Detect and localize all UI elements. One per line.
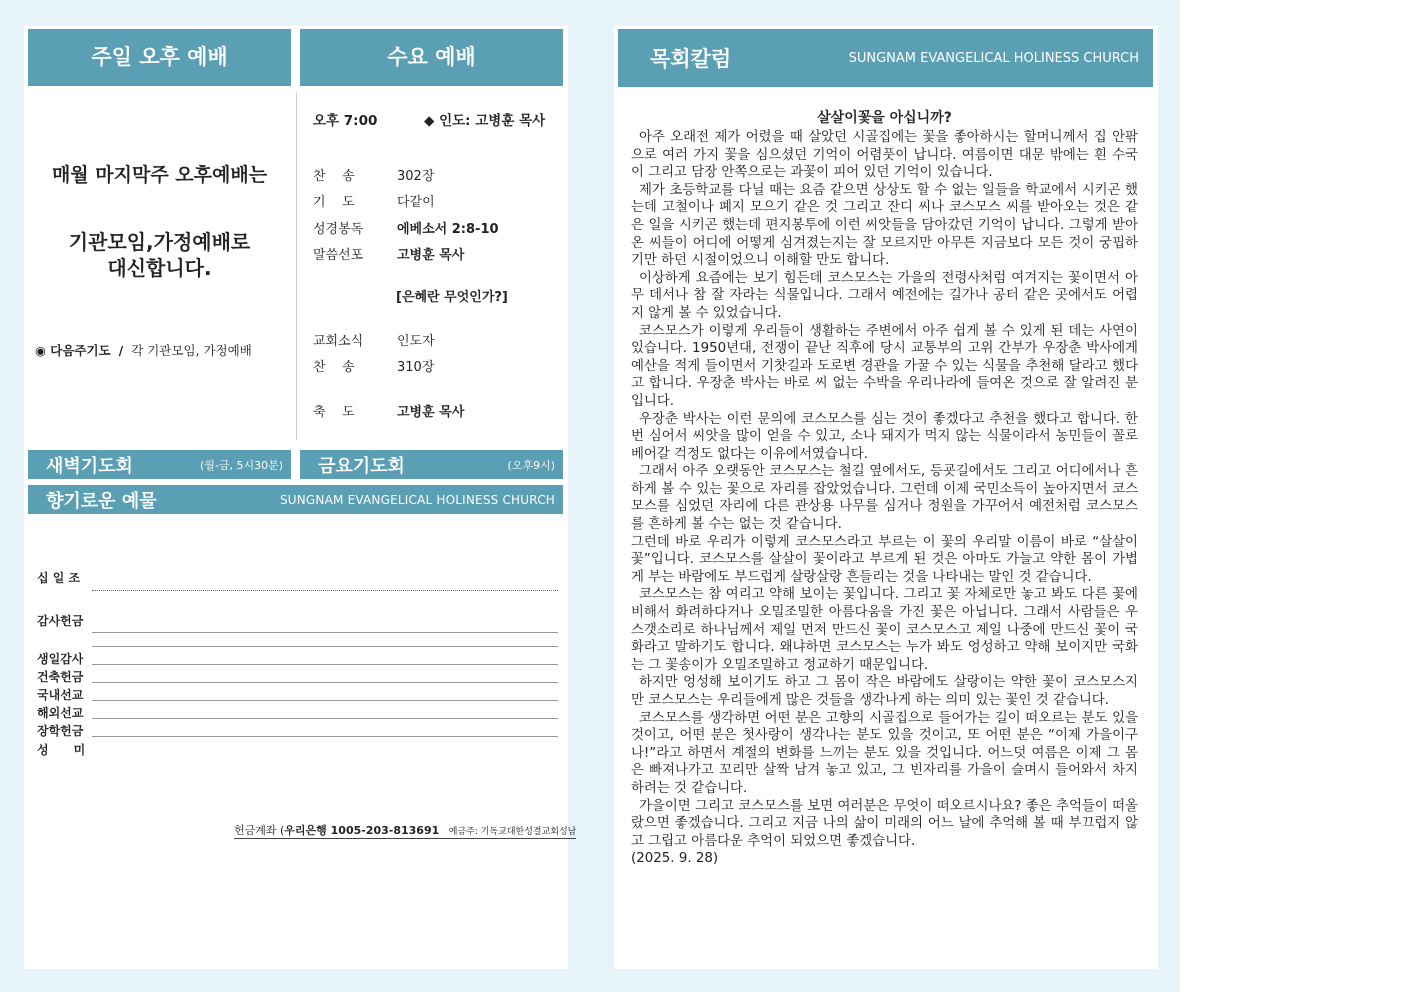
offering-label-building: 건축헌금: [37, 670, 84, 684]
sermon-title: [은혜란 무엇인가?]: [396, 290, 508, 305]
account-number: 우리은행 1005-203-813691: [284, 824, 440, 837]
order-row-prayer: [313, 191, 435, 210]
offering-title: 향기로운 예물: [46, 490, 157, 512]
offering-label-overseas: 해외선교: [37, 706, 84, 720]
account-prefix: 헌금계좌 (: [234, 824, 285, 837]
monthly-notice-line3: 대신합니다.: [107, 256, 212, 280]
dawn-prayer-title: 새벽기도회: [46, 455, 133, 477]
next-prayer-separator: /: [118, 343, 124, 358]
offering-label-tithe: 십 일 조: [37, 571, 81, 585]
column-paragraph: 코스모스를 생각하면 어떤 분은 고향의 시골집으로 들어가는 길이 떠오르는 분도 있을 것이고, 어떤 분은 첫사랑이 생각나는 분도 있을 것이고, 또 어떤 분은 “이제 가을이구나!”라고 하면서 계절의 변화를 느끼는 분도 있을 것입니다. 어느덧 여름은 이제 그 몸은 빠져나가고 꼬리만 살짝 남겨 놓고 있고, 그 빈자리를 가을이 슬며시 들어와서 차지하려는 것 같습니다.: [631, 710, 1138, 796]
offering-line-birthday: [92, 664, 558, 665]
order-value: 302장: [397, 169, 435, 184]
monthly-notice-line2: 기관모임,가정예배로: [68, 230, 251, 254]
order-row-scripture: [313, 218, 499, 237]
offering-line-building: [92, 682, 558, 683]
order-value: 인도자: [397, 334, 435, 349]
offering-line-thanks2: [92, 646, 558, 647]
next-prayer-label: ◉ 다음주기도: [35, 343, 111, 358]
offering-church-name: SUNGNAM EVANGELICAL HOLINESS CHURCH: [279, 492, 555, 507]
pastoral-column-church-name: SUNGNAM EVANGELICAL HOLINESS CHURCH: [848, 50, 1139, 66]
pastoral-column-title: 목회칼럼: [650, 47, 732, 71]
column-paragraph: 제가 초등학교를 다닐 때는 요즘 같으면 상상도 할 수 없는 일들을 학교에서 시키곤 했는데 고철이나 폐지 모으기 같은 것 그리고 잔디 씨나 코스모스 씨를 받아오는 것은 같은 일을 시키곤 했는데 편지봉투에 이런 씨앗들을 담아갔던 기억이 납니다. 그렇게 받아 온 씨들이 어디에 어떻게 심겨졌는지는 잘 모르지만 아무튼 지금보다 모든 것이 궁핍하기만 하던 시절이었으니 이해할 만도 합니다.: [631, 182, 1138, 269]
order-row-blessing: [313, 401, 464, 420]
next-prayer-value: 각 기관모임, 가정예배: [131, 343, 252, 358]
order-label: 말씀선포: [313, 248, 364, 263]
column-paragraph: 그런데 바로 우리가 이렇게 코스모스라고 부르는 이 꽃의 우리말 이름이 바로 “살살이꽃”입니다. 코스모스를 살살이 꽃이라고 부르게 된 것은 아마도 가늘고 약한 몸이 가볍게 부는 바람에도 부드럽게 살랑살랑 흔들리는 것을 나타내는 말인 것 같습니다.: [631, 534, 1138, 585]
offering-label-domestic: 국내선교: [37, 688, 84, 702]
monthly-notice-line1: 매월 마지막주 오후예배는: [51, 164, 268, 186]
column-body: [631, 129, 1138, 868]
column-paragraph: 가을이면 그리고 코스모스를 보면 여러분은 무엇이 떠오르시나요? 좋은 추억들이 떠올랐으면 좋겠습니다. 그리고 지금 나의 삶이 미래의 어느 날에 추억해 볼 때 부끄럽지 않고 그립고 아름다운 추억이 되었으면 좋겠습니다.: [631, 798, 1138, 849]
column-date: (2025. 9. 28): [631, 851, 719, 867]
column-paragraph: 이상하게 요즘에는 보기 힘든데 코스모스는 가을의 전령사처럼 여겨지는 꽃이면서 아무 데서나 참 잘 자라는 식물입니다. 그래서 예전에는 길가나 공터 같은 곳에서도 어렵지 않게 볼 수 있었습니다.: [631, 270, 1138, 321]
account-holder: 예금주: 기독교대한성결교회성남: [448, 827, 577, 837]
offering-account: [234, 822, 576, 839]
column-heading: 살살이꽃을 아십니까?: [817, 110, 952, 126]
dawn-prayer-schedule: (월-금, 5시30분): [199, 458, 283, 472]
sunday-afternoon-title: 주일 오후 예배: [28, 29, 291, 86]
order-value: 고병훈 목사: [397, 248, 465, 263]
friday-prayer-schedule: (오후9시): [507, 458, 555, 472]
pastoral-column-band: [618, 29, 1153, 87]
order-value: 에베소서 2:8-10: [397, 222, 499, 237]
order-value: 다같이: [397, 195, 435, 210]
order-row-hymn: [313, 165, 434, 184]
offering-label-scholarship: 장학헌금: [37, 724, 84, 738]
column-paragraph: 아주 오래전 제가 어렸을 때 살았던 시골집에는 꽃을 좋아하시는 할머니께서 집 안팎으로 여러 가지 꽃을 심으셨던 기억이 어렴풋이 납니다. 여름이면 대문 밖에는 흰 수국이 그리고 담장 안쪽으로는 과꽃이 피어 있던 기억이 있습니다.: [631, 130, 1138, 181]
offering-line-thanks: [92, 632, 558, 633]
offering-label-name: 성 미: [37, 743, 86, 757]
column-paragraph: 코스모스가 이렇게 우리들이 생활하는 주변에서 아주 쉽게 볼 수 있게 된 데는 사연이 있습니다. 1950년대, 전쟁이 끝난 직후에 당시 교통부의 고위 간부가 우장춘 박사에게 예산을 적게 들이면서 기찻길과 도로변 경관을 가꿀 수 있는 식물을 추천해 달라고 했다고 합니다. 우장춘 박사는 바로 씨 없는 수박을 우리나라에 들여온 것으로 잘 알려진 분입니다.: [631, 323, 1138, 409]
order-label: 성경봉독: [313, 222, 364, 237]
wednesday-leader: ◆ 인도: 고병훈 목사: [424, 113, 546, 129]
next-week-prayer: [35, 341, 252, 359]
column-paragraph: 우장춘 박사는 이런 문의에 코스모스를 심는 것이 좋겠다고 추천을 했다고 합니다. 한 번 심어서 씨앗을 많이 얻을 수 있고, 소나 돼지가 먹지 않는 식물이라서 농민들이 꼴로 베어갈 걱정도 없다는 이유에서였습니다.: [631, 411, 1138, 462]
order-label: 기 도: [313, 195, 355, 210]
column-paragraph: 하지만 엉성해 보이기도 하고 그 몸이 작은 바람에도 살랑이는 약한 꽃이 코스모스지만 코스모스는 우리들에게 많은 것들을 생각나게 하는 의미 있는 꽃인 것 같습니다.: [631, 675, 1138, 708]
friday-prayer-band: [300, 450, 563, 479]
order-row-hymn2: [313, 356, 434, 375]
column-divider: [296, 92, 297, 440]
friday-prayer-title: 금요기도회: [318, 455, 405, 477]
dawn-prayer-band: [28, 450, 291, 479]
order-label: 찬 송: [313, 169, 355, 184]
offering-label-thanks: 감사헌금: [37, 614, 84, 628]
offering-label-birthday: 생일감사: [37, 652, 84, 666]
offering-line-domestic: [92, 700, 558, 701]
order-label: 교회소식: [313, 334, 364, 349]
order-label: 찬 송: [313, 360, 355, 375]
order-label: 축 도: [313, 405, 355, 420]
offering-line-overseas: [92, 718, 558, 719]
order-value: 고병훈 목사: [397, 405, 465, 420]
wednesday-service-title: 수요 예배: [300, 29, 563, 86]
offering-line-tithe: [92, 590, 558, 591]
column-paragraph: 코스모스는 참 여리고 약해 보이는 꽃입니다. 그리고 꽃 자체로만 놓고 봐도 다른 꽃에 비해서 화려하다거나 오밀조밀한 아름다움을 가진 꽃은 아닙니다. 그래서 사람들은 우스갯소리로 하나님께서 제일 먼저 만드신 꽃이 코스모스고 제일 나중에 만드신 꽃이 국화라고 말하기도 합니다. 왜냐하면 코스모스는 누가 봐도 엉성하고 약해 보이지만 국화는 그 꽃송이가 오밀조밀하고 정교하기 때문입니다.: [631, 587, 1138, 673]
offering-band: [28, 485, 563, 514]
wednesday-time: 오후 7:00: [313, 113, 378, 129]
offering-line-scholarship: [92, 736, 558, 737]
order-row-news: [313, 330, 435, 349]
column-paragraph: 그래서 아주 오랫동안 코스모스는 철길 옆에서도, 등굣길에서도 그리고 어디에서나 흔하게 볼 수 있는 꽃으로 자리를 잡았었습니다. 그런데 이제 국민소득이 높아지면서 코스모스를 심었던 자리에 다른 관상용 나무를 심거나 정원을 가꾸어서 예전처럼 코스모스를 흔하게 볼 수는 없는 것 같습니다.: [631, 464, 1138, 533]
order-value: 310장: [397, 360, 435, 375]
order-row-sermon: [313, 244, 464, 263]
